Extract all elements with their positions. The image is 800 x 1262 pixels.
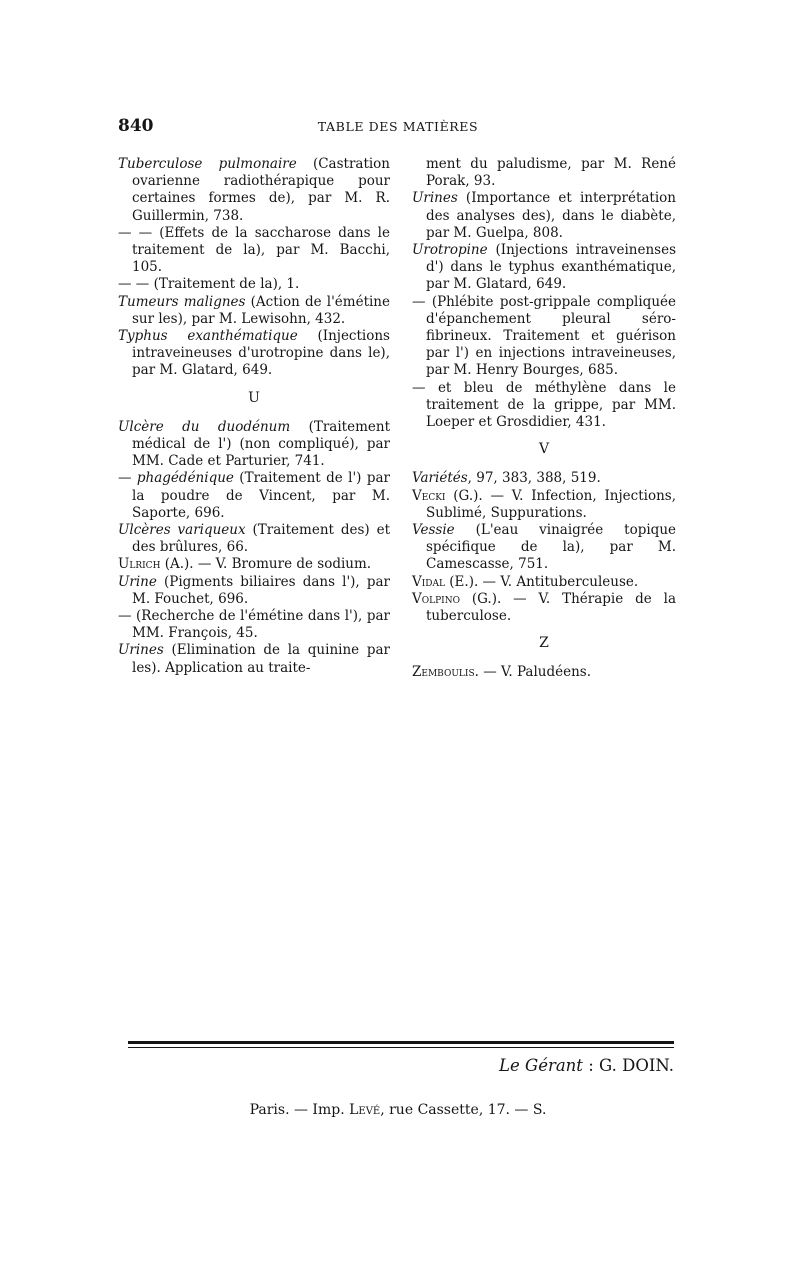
entry-term: Urines bbox=[412, 190, 458, 207]
entry-text: (Action de l'émétine sur les), par M. Lewisohn, 432. bbox=[132, 293, 390, 327]
index-entry bbox=[118, 470, 390, 522]
entry-text: , 97, 383, 388, 519. bbox=[467, 470, 601, 487]
entry-text: (Traitement des) et des brûlures, 66. bbox=[132, 522, 390, 556]
gerant-label: Le Gérant bbox=[499, 1056, 583, 1075]
index-entry bbox=[118, 225, 390, 277]
index-entry bbox=[412, 380, 676, 432]
entry-author: Ulrich bbox=[118, 556, 161, 573]
entry-list-u bbox=[118, 419, 390, 677]
section-letter-v: V bbox=[538, 441, 550, 458]
entry-term: phagédénique bbox=[136, 470, 234, 487]
entry-text: (Importance et interprétation des analyses des), dans le diabète, par M. Guelpa, 808. bbox=[426, 190, 676, 241]
index-column-right bbox=[412, 156, 676, 682]
entry-term: Tuberculose pulmonaire bbox=[118, 156, 297, 172]
entry-author: Zemboulis bbox=[412, 664, 475, 681]
entry-term: Ulcère du duodénum bbox=[118, 418, 291, 435]
entry-text: (Castration ovarienne radiothérapique pour certaines formes de), par M. R. Guillermin, 738. bbox=[132, 156, 391, 224]
entry-text: — — (Effets de la saccharose dans le traitement de la), par M. Bacchi, 105. bbox=[118, 224, 390, 276]
index-entry bbox=[412, 522, 676, 574]
imprint-prefix: Paris. — Imp. bbox=[249, 1102, 350, 1118]
index-entry bbox=[412, 294, 676, 380]
index-entry bbox=[412, 591, 676, 625]
footer-rule-thin bbox=[128, 1047, 674, 1048]
index-column-left bbox=[118, 156, 390, 677]
index-entry bbox=[412, 470, 676, 487]
entry-list-t bbox=[118, 156, 390, 380]
entry-text: (Elimination de la quinine par les). Application au traite- bbox=[132, 642, 390, 676]
index-entry bbox=[412, 574, 676, 591]
index-entry bbox=[118, 642, 390, 676]
index-entry bbox=[118, 608, 390, 642]
gerant-separator: : bbox=[582, 1056, 600, 1075]
entry-text: — — (Traitement de la), 1. bbox=[118, 276, 300, 293]
entry-list-u-cont bbox=[412, 156, 676, 431]
index-entry bbox=[412, 190, 676, 242]
entry-term: Urine bbox=[118, 573, 157, 590]
index-entry bbox=[118, 574, 390, 608]
index-entry bbox=[118, 156, 390, 225]
entry-text: (G.). — V. Thérapie de la tuberculose. bbox=[426, 590, 676, 625]
entry-text: (Traitement de l') par la poudre de Vincent, par M. Saporte, 696. bbox=[132, 470, 390, 521]
entry-text: (Pigments biliaires dans l'), par M. Fouchet, 696. bbox=[132, 573, 390, 607]
entry-text: (E.). — V. Antituberculeuse. bbox=[445, 573, 639, 590]
running-title: TABLE DES MATIÈRES bbox=[317, 119, 479, 134]
index-entry bbox=[118, 419, 390, 471]
gerant-name: G. DOIN. bbox=[599, 1056, 674, 1075]
printer-imprint bbox=[118, 1102, 678, 1118]
imprint-printer-name: Levé bbox=[349, 1102, 381, 1118]
entry-term: Variétés bbox=[412, 470, 468, 487]
index-entry bbox=[118, 276, 390, 293]
section-letter-z: Z bbox=[539, 635, 549, 652]
entry-term: Typhus exanthématique bbox=[118, 328, 298, 345]
index-entry bbox=[412, 156, 676, 190]
entry-text: (A.). — V. Bromure de sodium. bbox=[160, 556, 372, 573]
imprint-suffix: , rue Cassette, 17. — S. bbox=[380, 1102, 547, 1118]
index-entry bbox=[118, 294, 390, 328]
index-entry bbox=[118, 328, 390, 380]
index-entry bbox=[118, 522, 390, 556]
entry-author: Volpino bbox=[412, 590, 460, 607]
index-entry bbox=[412, 242, 676, 294]
entry-term: Urotropine bbox=[412, 242, 488, 259]
entry-term: Urines bbox=[118, 642, 164, 659]
entry-list-v bbox=[412, 470, 676, 625]
entry-dash: — bbox=[118, 470, 137, 487]
entry-text: (Injections intraveineuses d'urotropine dans le), par M. Glatard, 649. bbox=[132, 328, 390, 379]
entry-text: — (Recherche de l'émétine dans l'), par MM. François, 45. bbox=[118, 608, 390, 642]
entry-term: Vessie bbox=[412, 522, 455, 539]
entry-text: (Injections intraveinenses d') dans le typhus exanthématique, par M. Glatard, 649. bbox=[426, 242, 676, 293]
entry-term: Ulcères variqueux bbox=[118, 522, 246, 539]
entry-text: . — V. Paludéens. bbox=[474, 664, 592, 681]
index-entry bbox=[118, 556, 390, 573]
entry-author: Vecki bbox=[412, 487, 446, 504]
page-number: 840 bbox=[118, 116, 154, 136]
entry-author: Vidal bbox=[412, 573, 445, 590]
entry-text: — et bleu de méthylène dans le traitement de la grippe, par MM. Loeper et Grosdidier, 431. bbox=[412, 379, 676, 431]
entry-text: (L'eau vinaigrée topique spécifique de la), par M. Camescasse, 751. bbox=[426, 522, 676, 573]
entry-list-z bbox=[412, 664, 676, 681]
index-entry bbox=[412, 664, 676, 681]
section-letter-u: U bbox=[248, 389, 260, 406]
index-entry bbox=[412, 488, 676, 522]
entry-text: (G.). — V. Infection, Injections, Sublimé, Suppurations. bbox=[426, 487, 676, 521]
entry-text: (Traitement médical de l') (non compliqué), par MM. Cade et Parturier, 741. bbox=[132, 418, 390, 470]
page-header bbox=[118, 116, 678, 140]
entry-text: ment du paludisme, par M. René Porak, 93. bbox=[426, 156, 676, 190]
gerant-line bbox=[380, 1056, 674, 1075]
entry-text: — (Phlébite post-grippale compliquée d'épanchement pleural séro-fibrineux. Traitement et guérison par l') en injections intraveineuses, par M. Henry Bourges, 685. bbox=[412, 293, 676, 379]
footer-rule-thick bbox=[128, 1041, 674, 1044]
entry-term: Tumeurs malignes bbox=[118, 293, 246, 310]
